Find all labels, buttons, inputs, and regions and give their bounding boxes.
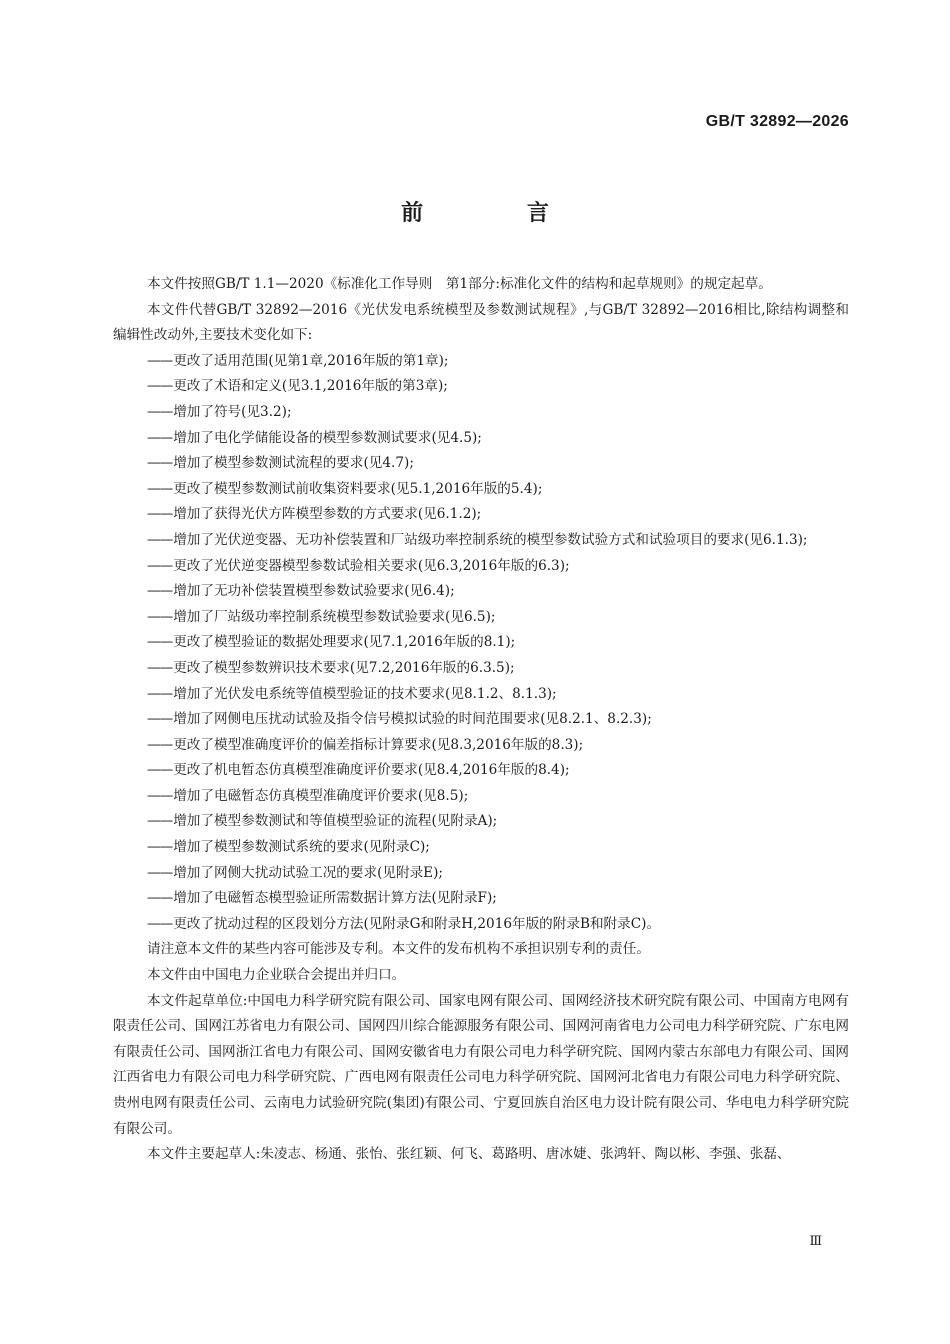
paragraph-drafting-rules: 本文件按照GB/T 1.1—2020《标准化工作导则 第1部分:标准化文件的结构和起草规则》的规定起草。 — [147, 276, 772, 292]
paragraph-proposer: 本文件由中国电力企业联合会提出并归口。 — [147, 967, 406, 984]
paragraph-patent-notice: 请注意本文件的某些内容可能涉及专利。本文件的发布机构不承担识别专利的责任。 — [147, 941, 650, 958]
document-body — [113, 272, 849, 1168]
list-item: —— 更改了适用范围(见第1章,2016年版的第1章); — [113, 349, 849, 375]
list-item: —— 增加了光伏发电系统等值模型验证的技术要求(见8.1.2、8.1.3); — [113, 682, 849, 708]
page-number: Ⅲ — [809, 1234, 822, 1249]
standard-number: GB/T 32892—2026 — [705, 113, 849, 130]
list-item: —— 增加了模型参数测试和等值模型验证的流程(见附录A); — [113, 809, 849, 835]
list-item: —— 增加了电磁暂态模型验证所需数据计算方法(见附录F); — [113, 886, 849, 912]
list-item: —— 增加了网侧大扰动试验工况的要求(见附录E); — [113, 861, 849, 887]
list-item: —— 更改了术语和定义(见3.1,2016年版的第3章); — [113, 374, 849, 400]
list-item: —— 增加了符号(见3.2); — [113, 400, 849, 426]
list-item: —— 增加了网侧电压扰动试验及指令信号模拟试验的时间范围要求(见8.2.1、8.2.3); — [113, 707, 849, 733]
list-item: —— 更改了光伏逆变器模型参数试验相关要求(见6.3,2016年版的6.3); — [113, 554, 849, 580]
changes-list — [113, 349, 849, 938]
list-item: —— 增加了厂站级功率控制系统模型参数试验要求(见6.5); — [113, 605, 849, 631]
paragraph-drafters: 本文件主要起草人:朱凌志、杨通、张怡、张红颖、何飞、葛路明、唐冰婕、张鸿轩、陶以彬、李强、张磊、 — [147, 1146, 791, 1163]
list-item: —— 增加了电化学储能设备的模型参数测试要求(见4.5); — [113, 426, 849, 452]
paragraph-replacement: 本文件代替GB/T 32892—2016《光伏发电系统模型及参数测试规程》,与GB/T 32892—2016相比,除结构调整和编辑性改动外,主要技术变化如下: — [113, 301, 849, 344]
list-item: —— 更改了模型验证的数据处理要求(见7.1,2016年版的8.1); — [113, 630, 849, 656]
list-item: —— 更改了模型参数辨识技术要求(见7.2,2016年版的6.3.5); — [113, 656, 849, 682]
page-title: 前 言 — [401, 200, 597, 226]
list-item: —— 更改了机电暂态仿真模型准确度评价要求(见8.4,2016年版的8.4); — [113, 758, 849, 784]
list-item: —— 更改了模型参数测试前收集资料要求(见5.1,2016年版的5.4); — [113, 477, 849, 503]
list-item: —— 增加了电磁暂态仿真模型准确度评价要求(见8.5); — [113, 784, 849, 810]
list-item: —— 增加了获得光伏方阵模型参数的方式要求(见6.1.2); — [113, 502, 849, 528]
list-item: —— 更改了模型准确度评价的偏差指标计算要求(见8.3,2016年版的8.3); — [113, 733, 849, 759]
list-item: —— 增加了无功补偿装置模型参数试验要求(见6.4); — [113, 579, 849, 605]
list-item: —— 增加了模型参数测试系统的要求(见附录C); — [113, 835, 849, 861]
list-item: —— 更改了扰动过程的区段划分方法(见附录G和附录H,2016年版的附录B和附录C)。 — [113, 912, 849, 938]
list-item: —— 增加了光伏逆变器、无功补偿装置和厂站级功率控制系统的模型参数试验方式和试验项目的要求(见6.1.3); — [113, 528, 849, 554]
paragraph-drafting-organizations: 本文件起草单位:中国电力科学研究院有限公司、国家电网有限公司、国网经济技术研究院有限公司、中国南方电网有限责任公司、国网江苏省电力有限公司、国网四川综合能源服务有限公司、国网河南省电力公司电力科学研究院、广东电网有限责任公司、国网浙江省电力有限公司、国网安徽省电力有限公司电力科学研究院、国网内蒙古东部电力有限公司、国网江西省电力有限公司电力科学研究院、广西电网有限责任公司电力科学研究院、国网河北省电力有限公司电力科学研究院、贵州电网有限责任公司、云南电力试验研究院(集团)有限公司、宁夏回族自治区电力设计院有限公司、华电电力科学研究院有限公司。 — [113, 992, 849, 1137]
list-item: —— 增加了模型参数测试流程的要求(见4.7); — [113, 451, 849, 477]
